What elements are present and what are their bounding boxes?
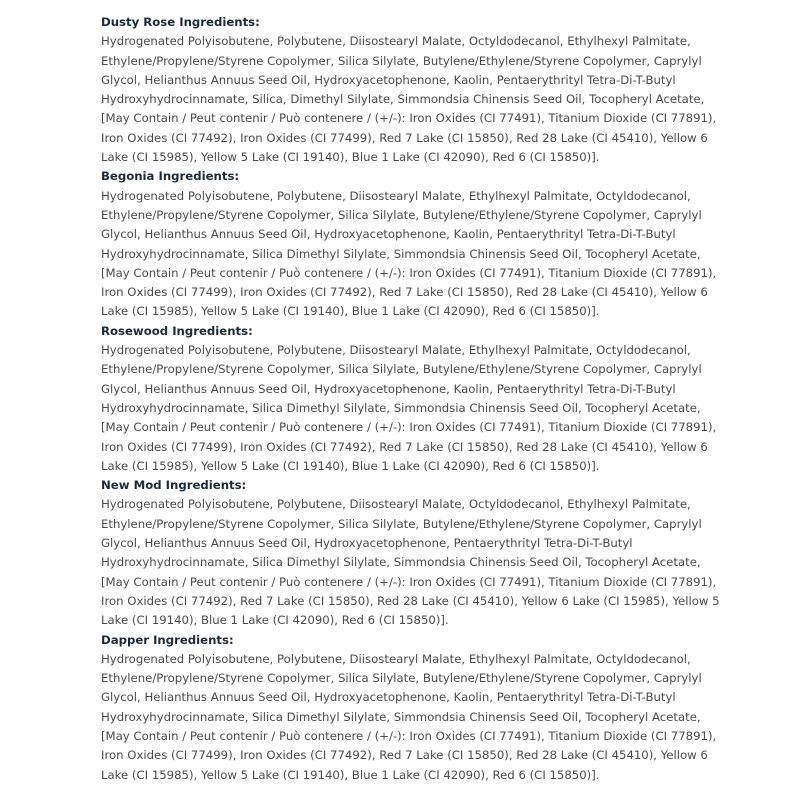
ingredient-line: Hydrogenated Polyisobutene, Polybutene, Diisostearyl Malate, Octyldodecanol, Ethylhexyl Palmitate, bbox=[101, 34, 691, 49]
ingredient-line: Glycol, Helianthus Annuus Seed Oil, Hydroxyacetophenone, Kaolin, Pentaerythrityl Tetra-Di-T-Butyl bbox=[101, 72, 676, 87]
ingredient-line: Ethylene/Propylene/Styrene Copolymer, Silica Silylate, Butylene/Ethylene/Styrene Copolymer, Caprylyl bbox=[101, 671, 702, 686]
ingredient-line: Ethylene/Propylene/Styrene Copolymer, Silica Silylate, Butylene/Ethylene/Styrene Copolymer, Caprylyl bbox=[101, 53, 702, 68]
ingredient-line: Ethylene/Propylene/Styrene Copolymer, Silica Silylate, Butylene/Ethylene/Styrene Copolymer, Caprylyl bbox=[101, 207, 702, 222]
ingredient-line: Hydroxyhydrocinnamate, Silica Dimethyl Silylate, Simmondsia Chinensis Seed Oil, Tocopheryl Acetate, bbox=[101, 246, 701, 261]
ingredient-section-dusty-rose bbox=[101, 13, 717, 167]
ingredient-line: Iron Oxides (CI 77492), Iron Oxides (CI 77499), Red 7 Lake (CI 15850), Red 28 Lake (CI 45410), Yellow 6 bbox=[101, 130, 708, 145]
ingredient-line: Glycol, Helianthus Annuus Seed Oil, Hydroxyacetophenone, Kaolin, Pentaerythrityl Tetra-Di-T-Butyl bbox=[101, 690, 676, 705]
ingredient-section-begonia bbox=[101, 167, 717, 321]
ingredient-line: [May Contain / Peut contenir / Può contenere / (+/-): Iron Oxides (CI 77491), Titanium Dioxide (CI 77891), bbox=[101, 265, 717, 280]
ingredient-section-rosewood bbox=[101, 322, 717, 476]
ingredient-line: Ethylene/Propylene/Styrene Copolymer, Silica Silylate, Butylene/Ethylene/Styrene Copolymer, Caprylyl bbox=[101, 516, 702, 531]
section-heading: Dusty Rose Ingredients: bbox=[101, 15, 260, 29]
ingredient-line: Hydrogenated Polyisobutene, Polybutene, Diisostearyl Malate, Ethylhexyl Palmitate, Octyldodecanol, bbox=[101, 651, 691, 666]
section-heading: Dapper Ingredients: bbox=[101, 632, 234, 647]
ingredient-line: Lake (CI 19140), Blue 1 Lake (CI 42090), Red 6 (CI 15850)]. bbox=[101, 613, 449, 628]
ingredient-line: Glycol, Helianthus Annuus Seed Oil, Hydroxyacetophenone, Kaolin, Pentaerythrityl Tetra-Di-T-Butyl bbox=[101, 227, 676, 242]
ingredient-line: Glycol, Helianthus Annuus Seed Oil, Hydroxyacetophenone, Pentaerythrityl Tetra-Di-T-Butyl bbox=[101, 536, 633, 551]
ingredient-line: Iron Oxides (CI 77499), Iron Oxides (CI 77492), Red 7 Lake (CI 15850), Red 28 Lake (CI 45410), Yellow 6 bbox=[101, 748, 708, 763]
ingredient-line: Glycol, Helianthus Annuus Seed Oil, Hydroxyacetophenone, Kaolin, Pentaerythrityl Tetra-Di-T-Butyl bbox=[101, 381, 676, 396]
ingredient-line: [May Contain / Peut contenir / Può contenere / (+/-): Iron Oxides (CI 77491), Titanium Dioxide (CI 77891), bbox=[101, 574, 717, 589]
section-heading: New Mod Ingredients: bbox=[101, 478, 247, 493]
ingredient-line: Iron Oxides (CI 77499), Iron Oxides (CI 77492), Red 7 Lake (CI 15850), Red 28 Lake (CI 45410), Yellow 6 bbox=[101, 285, 708, 300]
ingredient-section-dapper bbox=[101, 631, 717, 785]
ingredient-line: Iron Oxides (CI 77499), Iron Oxides (CI 77492), Red 7 Lake (CI 15850), Red 28 Lake (CI 45410), Yellow 6 bbox=[101, 439, 708, 454]
ingredient-line: Ethylene/Propylene/Styrene Copolymer, Silica Silylate, Butylene/Ethylene/Styrene Copolymer, Caprylyl bbox=[101, 362, 702, 377]
ingredient-line: Iron Oxides (CI 77492), Red 7 Lake (CI 15850), Red 28 Lake (CI 45410), Yellow 6 Lake (CI 15985), Yellow 5 bbox=[101, 593, 720, 608]
ingredient-line: Hydrogenated Polyisobutene, Polybutene, Diisostearyl Malate, Octyldodecanol, Ethylhexyl Palmitate, bbox=[101, 497, 691, 512]
section-heading: Begonia Ingredients: bbox=[101, 169, 240, 184]
ingredient-line: Hydroxyhydrocinnamate, Silica Dimethyl Silylate, Simmondsia Chinensis Seed Oil, Tocopheryl Acetate, bbox=[101, 709, 701, 724]
ingredient-section-new-mod bbox=[101, 476, 720, 630]
ingredient-line: [May Contain / Peut contenir / Può contenere / (+/-): Iron Oxides (CI 77491), Titanium Dioxide (CI 77891), bbox=[101, 111, 717, 126]
ingredient-line: [May Contain / Peut contenir / Può contenere / (+/-): Iron Oxides (CI 77491), Titanium Dioxide (CI 77891), bbox=[101, 728, 717, 743]
ingredient-line: Hydroxyhydrocinnamate, Silica Dimethyl Silylate, Simmondsia Chinensis Seed Oil, Tocopheryl Acetate, bbox=[101, 555, 701, 570]
ingredient-line: Lake (CI 15985), Yellow 5 Lake (CI 19140), Blue 1 Lake (CI 42090), Red 6 (CI 15850)]. bbox=[101, 150, 600, 165]
ingredients-document bbox=[101, 13, 720, 785]
ingredient-line: [May Contain / Peut contenir / Può contenere / (+/-): Iron Oxides (CI 77491), Titanium Dioxide (CI 77891), bbox=[101, 420, 717, 435]
section-heading: Rosewood Ingredients: bbox=[101, 323, 253, 338]
ingredient-line: Lake (CI 15985), Yellow 5 Lake (CI 19140), Blue 1 Lake (CI 42090), Red 6 (CI 15850)]. bbox=[101, 767, 600, 782]
ingredient-line: Hydroxyhydrocinnamate, Silica, Dimethyl Silylate, Simmondsia Chinensis Seed Oil, Tocopheryl Acetate, bbox=[101, 92, 705, 107]
ingredient-line: Hydrogenated Polyisobutene, Polybutene, Diisostearyl Malate, Ethylhexyl Palmitate, Octyldodecanol, bbox=[101, 343, 691, 358]
ingredient-line: Lake (CI 15985), Yellow 5 Lake (CI 19140), Blue 1 Lake (CI 42090), Red 6 (CI 15850)]. bbox=[101, 304, 600, 319]
ingredient-line: Hydrogenated Polyisobutene, Polybutene, Diisostearyl Malate, Ethylhexyl Palmitate, Octyldodecanol, bbox=[101, 188, 691, 203]
ingredient-line: Lake (CI 15985), Yellow 5 Lake (CI 19140), Blue 1 Lake (CI 42090), Red 6 (CI 15850)]. bbox=[101, 458, 600, 473]
ingredient-line: Hydroxyhydrocinnamate, Silica Dimethyl Silylate, Simmondsia Chinensis Seed Oil, Tocopheryl Acetate, bbox=[101, 400, 701, 415]
